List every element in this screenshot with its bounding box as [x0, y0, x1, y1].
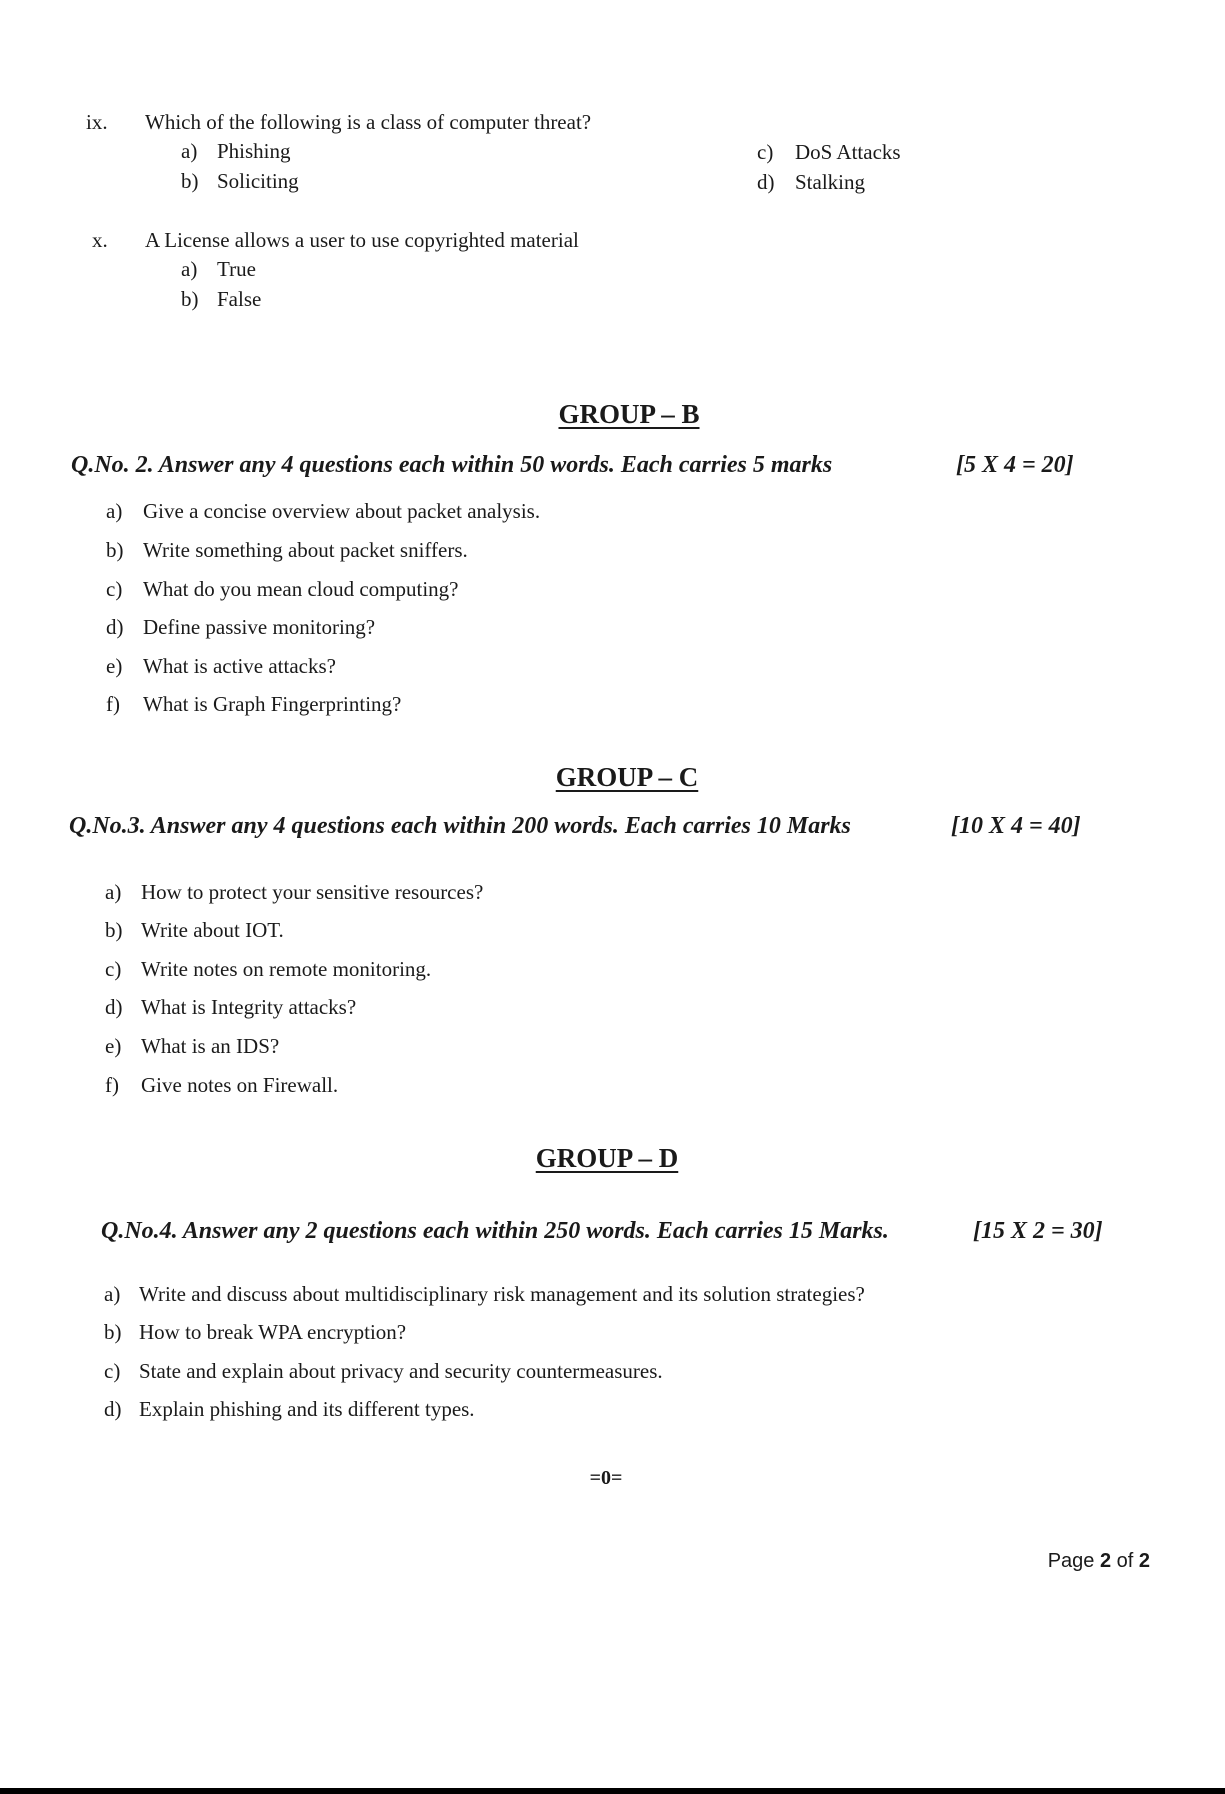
item-text: What is Graph Fingerprinting? [143, 692, 402, 716]
question-text: A License allows a user to use copyrighted material [145, 228, 579, 252]
item-key: c) [104, 1359, 121, 1383]
item-key: b) [106, 538, 124, 562]
item-text: What do you mean cloud computing? [143, 577, 459, 601]
group-instruction: Q.No.3. Answer any 4 questions each within 200 words. Each carries 10 Marks [69, 813, 851, 839]
question-number: x. [92, 228, 108, 252]
item-key: d) [104, 1397, 122, 1421]
option-text: Soliciting [217, 169, 299, 193]
option-key: c) [757, 140, 774, 164]
group-marks: [10 X 4 = 40] [951, 813, 1081, 839]
item-text: Write something about packet sniffers. [143, 538, 468, 562]
page-total: 2 [1138, 1550, 1150, 1572]
item-text: Define passive monitoring? [143, 615, 376, 639]
group-instruction: Q.No. 2. Answer any 4 questions each within 50 words. Each carries 5 marks [71, 452, 833, 478]
item-key: e) [106, 654, 123, 678]
item-key: c) [105, 957, 122, 981]
item-key: a) [104, 1282, 121, 1306]
item-key: c) [106, 577, 123, 601]
option-key: b) [181, 169, 199, 193]
group-marks: [15 X 2 = 30] [973, 1218, 1103, 1244]
item-key: f) [105, 1073, 119, 1097]
end-of-paper-mark: =0= [589, 1467, 623, 1489]
item-text: Explain phishing and its different types. [139, 1397, 475, 1421]
item-text: Write about IOT. [141, 918, 284, 942]
option-text: False [217, 287, 262, 311]
item-text: Give notes on Firewall. [141, 1073, 339, 1097]
page-of: of [1111, 1550, 1139, 1572]
item-text: What is Integrity attacks? [141, 995, 357, 1019]
page-prefix: Page [1047, 1550, 1100, 1572]
page-current: 2 [1099, 1550, 1112, 1572]
item-text: State and explain about privacy and security countermeasures. [139, 1359, 663, 1383]
item-key: d) [106, 615, 124, 639]
option-text: Stalking [795, 170, 866, 194]
item-key: e) [105, 1034, 122, 1058]
item-key: a) [106, 499, 123, 523]
option-text: Phishing [217, 139, 291, 163]
group-instruction: Q.No.4. Answer any 2 questions each within 250 words. Each carries 15 Marks. [101, 1218, 889, 1244]
question-text: Which of the following is a class of computer threat? [145, 110, 592, 134]
item-text: What is active attacks? [143, 654, 336, 678]
item-text: How to break WPA encryption? [139, 1320, 407, 1344]
option-key: a) [181, 139, 198, 163]
question-number: ix. [86, 110, 108, 134]
group-marks: [5 X 4 = 20] [956, 452, 1074, 478]
item-key: f) [106, 692, 120, 716]
group-heading: GROUP – B [558, 399, 700, 429]
option-key: a) [181, 257, 198, 281]
item-key: d) [105, 995, 123, 1019]
item-key: b) [104, 1320, 122, 1344]
page-number [1048, 1550, 1150, 1573]
group-heading: GROUP – D [535, 1143, 679, 1173]
option-key: d) [757, 170, 775, 194]
item-key: b) [105, 918, 123, 942]
option-text: True [217, 257, 256, 281]
item-key: a) [105, 880, 122, 904]
item-text: Write and discuss about multidisciplinary risk management and its solution strategies? [139, 1282, 865, 1306]
item-text: Write notes on remote monitoring. [141, 957, 432, 981]
group-heading: GROUP – C [555, 762, 699, 792]
bottom-edge-bar [0, 1788, 1225, 1794]
option-text: DoS Attacks [795, 140, 901, 164]
item-text: What is an IDS? [141, 1034, 280, 1058]
option-key: b) [181, 287, 199, 311]
item-text: How to protect your sensitive resources? [141, 880, 484, 904]
item-text: Give a concise overview about packet analysis. [143, 499, 541, 523]
